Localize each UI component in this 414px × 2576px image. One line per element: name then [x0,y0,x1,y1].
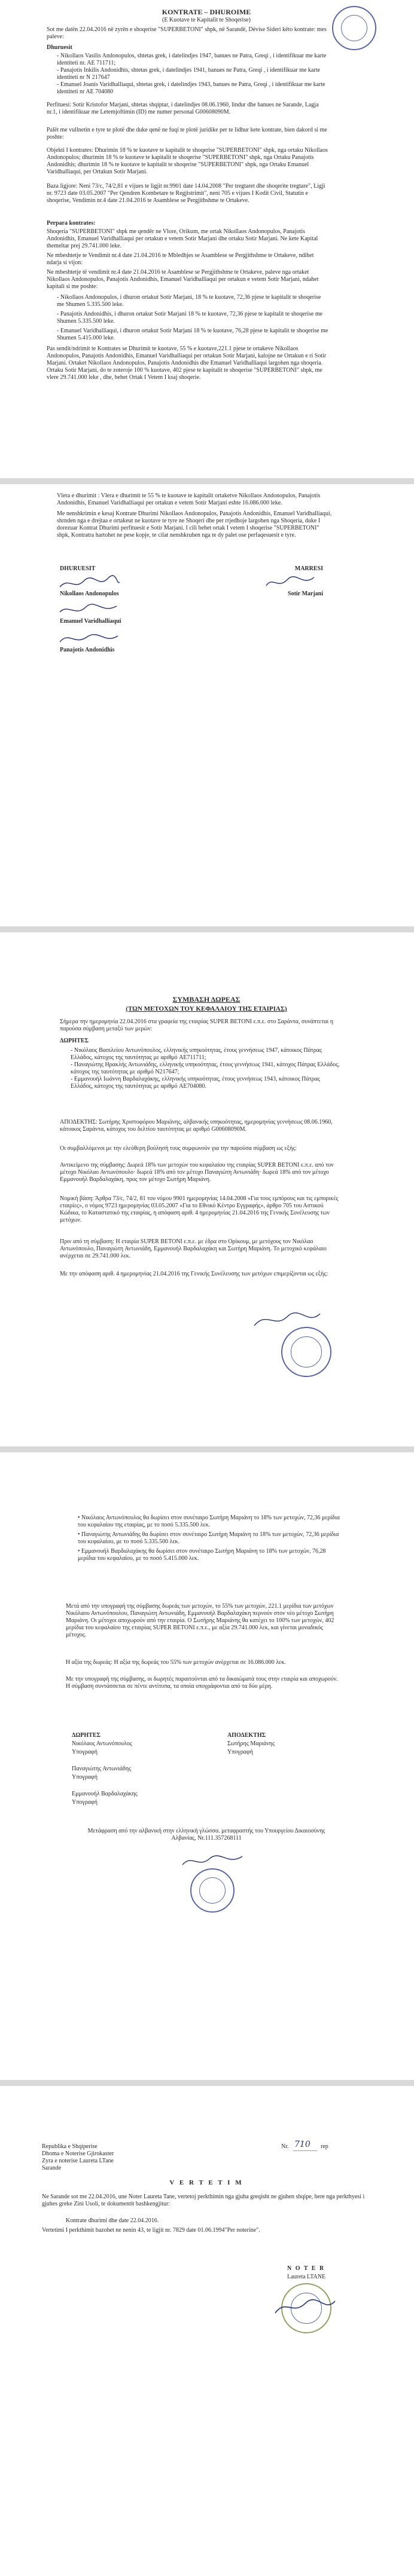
contract-title: KONTRATE – DHUROIME [162,8,251,16]
closing-paragraph: Me nenshkrimin e kesaj Kontrate Dhurimi Nikollaos Andonopulos, Panajotis Andonidhis, Emanuel Varidhalliaqui, shrnden nga e drejtaa e ortakeut ne kuotave te tyre ne Shoqeri dhe per rrjedhoje largohen nga Shoqeria, duke I dorezuar Kontrat Dhurimi perfituesit e Sotir Marjani. I cili behet ortak I vetem I shoqerise "SUPERBETONI" shpk, Kontratra hartohet ne pese kopje, te cilat nenshkruhen nga te dy palet ose perfaqesuesit e tyre. [57,510,332,539]
donation-value-paragraph: Vlera e dhurimit : Vlera e dhurimit te 55 % te kuotave te kapitalit ortaketve Nikollaos Andonopulos, Panajotis Andonidhis, Emanuel Varidhalliaqui per ortakun e vetem Sotir Marjani eshte 16.086.000 leke. [57,492,321,506]
greek-p2: Η αξία της δωρεάς: Η αξία της δωρεάς του 55% των μετοχών ανέρχεται σε 16.086.000 λεκ. [66,1659,286,1666]
signature-donor-1 [57,574,123,592]
greek-name-1: Νικόλαος Αντωνόπουλος [72,1740,132,1747]
greek-bullet-list [78,1515,341,1565]
signature-name-recipient: Sotir Marjani [288,591,323,597]
greek-intro: Σήμερα την ημερομηνία 22.04.2016 στα γραφεία της εταιρίας SUPER BETONI ε.π.ε. στο Σαράντα, συνάπτεται η παρούσα σύμβαση μεταξύ των μερών: [60,1018,333,1032]
signature-name-3: Panajotis Andonidhis [60,647,115,653]
noter-name: Laureta LTANE [287,2274,326,2280]
donors-heading: DHURUESIT [60,565,96,572]
donation-line-1: - Nikollaos Andonopulos, i dhuron ortakut Sotir Marjani, 18 % te kuotave, 72,36 pjese te kapitalit te shoqerise me Shumen 5.335.500 leke. [57,294,321,308]
greek-recipient-sign: Υπογραφή [227,1749,253,1755]
object-paragraph: Objekti I kontrates: Dhurimin 18 % te kuotave te kapitalit te shoqerise "SUPERBETONI" shpk, nga ortaku Nikollaos Andonopulos; dhurimin 18 % te kuotave te kapitalit te shoqerise "SUPERBETONI" shpk, nga Ortaku Panajotis Andonidhis; dhurimin 18 % te kuotave te kapitalit te shoqerise "SUPERBETONI" shpk, nga Ortaku Emanuel Varidhalliaqui, per Ortakun Sotir Marjani. [47,147,328,175]
certificate-body: Ne Sarande sot me 22.04.2016, une Noter Laureta Tane, vertetoj perkthimin nga gjuha greqisht ne gjuhen shqipe, bere nga perkthyesi i gjuhes greke Zini Usoli, te dokumentit bashkengjitur: [42,2193,365,2207]
signature-donor-2 [57,601,123,619]
notary-header: Republika e Shqiperise Dhoma e Noterise Gjirokaster Zyra e noterise Laureta LTane Sarande [42,2143,114,2171]
greek-body-2: Αντικείμενο της σύμβασης: Δωρεά 18% των μετοχών του κεφαλαίου της εταιρίας SUPER BETONI ε.π.ε. από τον μέτοχο Νικόλαο Αντωνόπουλο· δωρεά 18% από τον μέτοχο Παναγιώτη Αντωνιάδη· δωρεά 18% από τον μέτοχο Εμμανουήλ Βαρδαλαχάκη, προς τον μέτοχο Σωτήρη Μαριάνη. [60,1162,334,1183]
certificate-body-3: Vertetimi I perkthimit bazohet ne nenin 43, te ligjit nr. 7829 date 01.06.1994"Per noterine". [42,2227,260,2234]
signature-name-2: Emanuel Varidhalliaqui [60,618,121,625]
recipient-paragraph: Perfituesi: Sotir Kristofor Marjani, shtetas shqiptar, i datelindjes 08.06.1960, lindur dhe banues ne Sarande, Lagja nr.1, i identifikuar me Letemjoftimin (ID) me numer personal G00608090M. [47,102,319,115]
page-2 [0,484,414,926]
greek-bullet-1: • Νικόλαος Αντωνόπουλος θα δωρίσει στον συνέταιρο Σωτήρη Μαριάνη το 18% των μετοχών, 72,36 μερίδια του κεφαλαίου της εταιρίας, με το ποσό 5.335.500 λεκ. [78,1515,340,1528]
translator-stamp-2 [190,1868,235,1913]
greek-body-1: Οι συμβαλλόμενοι με την ελεύθερη βούλησή τους συμφωνούν για την παρούσα σύμβαση ως εξής: [60,1145,297,1152]
signature-name-1: Nikollaos Andonopulos [60,591,119,597]
greek-sign-3: Υπογραφή [72,1799,98,1806]
notary-rep-label: rep [321,2143,328,2150]
translator-signature-2 [179,1852,245,1870]
paragraph-2: Ne mbeshtetje të vendimit nr.4 date 21.04.2016 te Asamblese se Pergjithshme te Ortakeve, paleve nga ortaket Nikollaos Andonopulos, Panajotis Andonidhis, Emanuel Varidhalliaqui per ortakun e vetem Sotir Marjani, ndahet kapitali si me poshte: [47,269,319,290]
donation-line-2: - Panajotis Andonidhis, i dhuron ortakut Sotir Marjani 18 % te kuotave, 72,36 pjese te kapitalit te shoqerise me Shumen 5.335.500 leke. [57,311,323,325]
before-paragraph: Shoqeria "SUPERBETONI" shpk me qendër ne Vlore, Orikum, me ortak Nikollaos Andonopulos, Panajotis Andonidhis, Emanuel Varidhalliaqui per ortakun e vetem Sotir Marjani dhe ortaku Sotir Marjani. Ne kete Kapital themeltar prej 29.741.000 leke. [47,228,318,249]
greek-donors-head: ΔΩΡΗΤΕΣ [72,1732,101,1739]
translator-stamp [281,1327,331,1377]
greek-bullet-2: • Παναγιώτης Αντωνιάδης θα δωρίσει στον συνέταιρο Σωτήρη Μαριάνη το 18% των μετοχών, 72,36 μερίδια του κεφαλαίου, με το ποσό 5.335.500 λεκ. [78,1531,339,1545]
greek-p1: Μετά από την υπογραφή της σύμβασης δωρεάς των μετοχών, το 55% των μετοχών, 221.1 μερίδια των μετόχων Νικόλαου Αντωνόπουλου, Παναγιώτη Αντωνιάδη, Εμμανουήλ Βαρδαλαχάκη περνούν στον νέο μέτοχο Σωτήρη Μαριάνη. Οι μέτοχοι αποχωρούν από την εταιρία. Ο Σωτήρης Μαριάνης θα κατέχει το 100% των μετοχών, 402 μερίδια του κεφαλαίου της εταιρίας SUPER BETONI ε.π.ε., με αξία 29.741.000 λεκ, και γίνεται μοναδικός μέτοχος. [66,1603,334,1638]
signature-donor-3 [57,630,123,648]
donors-label: Dhuruesit [47,44,72,51]
paragraph-3: Pas sendit/ndrimit te Kontrates se Dhurimit te kuotave, 55 % e kuotave,221.1 pjese te ortakeve Nikollaos Andonopulos, Panajotis Andonidhis, Emanuel Varidhalliaqui per ortakun Sotir Marjani, kalojne ne Ortakun e ri Sotir Marjani. Ortaket Nikollaos Andonopulos, Panajotis Andonidhis dhe Emanuel Varidhalliaqui largohen nga shoqeria. Ortaku Sotir Marjani, do te zoteroje 100 % kuotave, 402 pjese te kapitalit te shoqerise "SUPERBETONI" shpk, me vlere 29.741.000 leke , dhe, behet Ortak I Vetem I ksaj shoqerie. [47,345,327,381]
contract-intro: Sot me datën 22.04.2016 në zyrën e shoqerise "SUPERBETONI" shpk, në Sarandë, Dëvise Sideri këto kontrate: mes paleve: [47,26,327,40]
greek-sign-2: Υπογραφή [72,1774,98,1780]
noter-label: N O T E R [287,2265,325,2272]
greek-recipient-name: Σωτήρης Μαριάνης [227,1740,275,1747]
certificate-body-2: Kontrate dhurimi dhe date 22.04.2016. [66,2217,159,2224]
donation-line-3: - Emanuel Varidhalliaqui, i dhuron ortakut Sotir Marjani 18 % te kuotave, 76,28 pjese te kapitalit te shoqerise me Shumen 5.415.000 leke. [57,328,328,341]
legal-basis-paragraph: Baza ligjore: Neni 73/c, 74/2,81 e vijues te ligjit nr.9901 date 14.04.2008 "Per tregtaret dhe shoqerite tregtare", Ligji nr. 9723 date 03.05.2007 "Per Qendren Kombetare te Regjistrimit", neni 705 e vijues I Kodit Civil, Statutin e shoqerise, Vendimin nr.4 date 21.04.2016 te Asamblese se Pergjithshme te Ortakeve. [47,183,325,204]
translator-note: Μετάφραση από την αλβανική στην ελληνική γλώσσα. μεταφραστής του Υπουργείου Δικαιοσύνης Αλβανίας, Nr.111.357268111 [87,1828,325,1841]
greek-name-2: Παναγιώτης Αντωνιάδης [72,1766,132,1772]
page-3 [0,932,414,1446]
notary-number-value: 710 [294,2140,310,2149]
greek-title: ΣΥΜΒΑΣΗ ΔΩΡΕΑΣ [172,995,241,1004]
greek-donors-list: - Νικόλαος Βασιλείου Αντωνόπουλος, ελληνικής υπηκοότητας, έτους γεννήσεως 1947, κάτοικος Πάτρας Ελλάδος, κάτοχος της ταυτότητας με αριθμό AE711711; - Παναγιώτης Ηρακλής Αντωνιάδης, ελληνικής υπηκοότητας, έτους γεννήσεως 1941, κάτοχος Πάτρας Ελλάδος, κάτοχος της ταυτότητας με αριθμό N217647; - Εμμανουήλ Ιωάννη Βαρδαλαχάκης, ελληνικής υπηκοότητας, έτους γεννήσεως 1943, κάτοικος Πάτρας Ελλάδος, κάτοχος της ταυτότητας με αριθμό AE704080. [71,1047,340,1090]
greek-subtitle: (ΤΩΝ ΜΕΤΟΧΩΝ ΤΟΥ ΚΕΦΑΛΑΙΟΥ ΤΗΣ ΕΤΑΙΡΙΑΣ) [126,1005,287,1012]
greek-sign-1: Υπογραφή [72,1749,98,1755]
notary-signature [272,2295,338,2319]
notary-number-label: Nr. [281,2143,289,2150]
greek-recipient: ΑΠΟΔΕΚΤΗΣ: Σωτήρης Χριστοφόρου Μαριάνης, αλβανικής υπηκοότητας, ημερομηνίας γεννήσεως 08.06.1960, κάτοικος Σαράντα, κάτοχος του δελτίου ταυτότητας με αριθμό G00608090M. [60,1119,333,1133]
greek-body-4: Πριν από τη σύμβαση: Η εταιρία SUPER BETONI ε.π.ε. με έδρα στο Ορίκουμ, με μετόχους τον Νικόλαο Αντωνόπουλο, Παναγιώτη Αντωνιάδη, Εμμανουήλ Βαρδαλαχάκη και Σωτήρη Μαριάνη. Το μετοχικό κεφάλαιο ανέρχεται σε 29.741.000 λεκ. [60,1238,327,1259]
notary-stamp [332,6,376,50]
recipient-heading: MARRESI [294,565,323,572]
greek-donors-label: ΔΩΡΗΤΕΣ [60,1038,89,1044]
page-1 [0,0,414,478]
donors-list: - Nikollaos Vasilis Andonopulos, shtetas grek, i datelindjes 1947, banues ne Patra, Greqi , i identifikuar me karte identiteti nr. AE 711711; - Panajotis Inkilis Andonidhis, shtetas grek, i datelindjes 1941, banues ne Patra, Greqi , i identifikuar me karte identiteti nr N 217647 - Emanuel Joanis Varidhalliaqui, shtetas grek, i datelindjes 1943, banues ne Patra, Greqi , i identifikuar me karte identiteti nr AE 704080 [57,53,327,95]
greek-recipient-head: ΑΠΟΔΕΚΤΗΣ [227,1732,266,1739]
before-label: Perpara kontrates: [47,220,96,227]
intro-paragraph-2: Palët me vullnetin e tyre te plotë dhe duke qenë ne fuqi te plotë juridike per te lidhur kete kontrate, bien dakord si me poshte: [47,127,327,140]
greek-body-5: Με την απόφαση αριθ. 4 ημερομηνίας 21.04.2016 της Γενικής Συνέλευσης των μετόχων επιμερίζονται ως εξής: [60,1271,328,1277]
greek-bullet-3: • Εμμανουήλ Βαρδαλαχάκης θα δωρίσει στον συνέταιρο Σωτήρη Μαριάνη το 18% των μετοχών, 76,28 μερίδια του κεφαλαίου, με το ποσό 5.415.000 λεκ. [78,1548,326,1562]
signature-recipient [263,574,317,592]
greek-name-3: Εμμανουήλ Βαρδαλαχάκης [72,1791,138,1797]
page-4 [0,1452,414,2080]
contract-subtitle: (E Kuotave te Kapitalit te Shoqerise) [162,17,251,23]
certificate-title: V E R T E T I M [169,2179,243,2186]
greek-p3: Με την υπογραφή της σύμβασης, οι δωρητές παραιτούνται από τα δικαιώματά τους στην εταιρία και αποχωρούν. Η σύμβαση συντάσσεται σε πέντε αντίτυπα, τα οποία υπογράφονται από τα δύο μέρη. [66,1676,338,1690]
page-5 [0,2086,414,2576]
paragraph-1: Ne mbeshtetje te Vendimit nr.4 date 21.04.2016 te Mbledhjes se Asamblese se Pergjithshme te Ortakeve, ndihet ndarja si vijon: [47,252,314,266]
greek-body-3: Νομική βάση: Άρθρα 73/c, 74/2, 81 του νόμου 9901 ημερομηνίας 14.04.2008 «Για τους εμπόρους και τις εμπορικές εταιρίες», ο νόμος 9723 ημερομηνίας 03.05.2007 «Για το Εθνικό Κέντρο Εγγραφής», άρθρο 705 του Αστικού Κώδικα, το Καταστατικό της εταιρίας, η απόφαση αριθ. 4 ημερομηνίας 21.04.2016 της Γενικής Συνέλευσης των μετόχων. [60,1195,339,1223]
